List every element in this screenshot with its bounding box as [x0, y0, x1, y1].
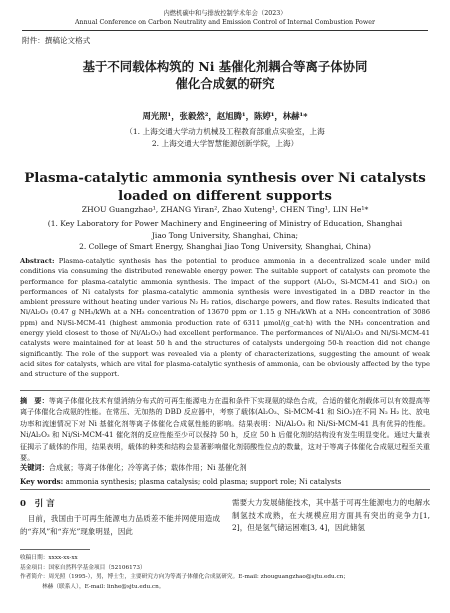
running-head-english: Annual Conference on Carbon Neutrality and Emission Control of Internal Combustion Power [75, 18, 375, 26]
english-affiliation-3: 2. College of Smart Energy, Shanghai Jiao Tong University, Shanghai, China) [79, 242, 371, 252]
footnote-funding: 基金项目：国家自然科学基金项目（52106173） [20, 564, 146, 571]
chinese-affiliation-1: （1. 上海交通大学动力机械及工程教育部重点实验室，上海 [125, 127, 325, 136]
english-keywords-text: ammonia synthesis; plasma catalysis; cold plasma; support role; Ni catalysts [65, 477, 342, 486]
english-authors: ZHOU Guangzhao¹, ZHANG Yiran², Zhao Xuteng¹, CHEN Ting¹, LIN He¹* [81, 205, 369, 214]
chinese-abstract-text: 等离子体催化技术有望消纳分布式的可再生能源电力在温和条件下实现氨的绿色合成，合适的催化剂载体可以有效提高等离子体催化合成氨的性能。在常压、无加热的 DBD 反应器中，考察了载体(Al₂O₃、Si-MCM-41 和 SiO₂)在不同 N₂ H₂ 比、放电功率和流速情况下对 Ni 基催化剂等离子体催化合成氨性能的影响。结果表明：Ni/Al₂O₃ 和 Ni/Si-MCM-41 具有优异的性能。Ni/Al₂O₃ 和 Ni/Si-MCM-41 催化剂的反应性能至少可以保持 50 h，反应 50 h 后催化剂的结构没有发生明显变化。通过大量表征揭示了载体的作用，结果表明，载体的种类和结构会显著影响催化剂弱酸性位点的数量，这对于等离子体催化合成氨过程至关重要。 [20, 396, 430, 463]
chinese-abstract-label: 摘 要： [20, 396, 49, 405]
attachment-label: 附件：撰稿论文格式 [22, 36, 91, 45]
english-affiliation-1: (1. Key Laboratory for Power Machinery and Engineering of Ministry of Education, Shanghai [47, 219, 403, 228]
english-affiliation-2: Jiao Tong University, Shanghai, China; [151, 230, 299, 240]
chinese-title [0, 58, 450, 92]
footnote-divider [20, 549, 90, 550]
english-title [0, 170, 450, 205]
chinese-affiliations [0, 126, 450, 151]
keywords-divider [20, 489, 430, 490]
introduction-text-left: 目前，我国由于可再生能源电力品质差不能并网使用造成的“弃风”和“弃光”现象明显，因此 [20, 514, 220, 536]
english-abstract [20, 256, 430, 380]
chinese-keywords-text: 合成氨；等离子体催化；冷等离子体；载体作用；Ni 基催化剂 [48, 463, 247, 472]
english-affiliations [34, 218, 416, 253]
body-column-left [20, 497, 220, 538]
footnote-received-date: 收稿日期：xxxx-xx-xx [20, 555, 78, 561]
chinese-affiliation-2: 2. 上海交通大学智慧能源创新学院，上海） [151, 139, 299, 149]
footnote-contact: 林赫（联系人），E-mail: linhe@sjtu.edu.cn。 [42, 583, 165, 590]
footnotes [20, 554, 430, 592]
abstract-divider [20, 390, 430, 391]
chinese-title-line-1: 基于不同载体构筑的 Ni 基催化剂耦合等离子体协同 [82, 59, 368, 74]
header-divider [22, 30, 428, 31]
running-head [0, 10, 450, 27]
introduction-text-right: 需要大力发展储能技术，其中基于可再生能源电力的电解水制氢技术成熟，在大规模应用方面具有突出的竞争力[1, 2]，但是氢气储运困难[3, 4]，因此储氢 [232, 498, 430, 532]
english-keywords [20, 477, 430, 486]
body-column-right [232, 497, 430, 535]
chinese-title-line-2: 催化合成氨的研究 [175, 76, 275, 91]
english-title-line-2: loaded on different supports [118, 187, 332, 204]
footnote-author-bio: 作者简介：周光照（1995-），男，博士生，主要研究方向为等离子体催化合成氨研究。E-mail: zhouguangzhao@sjtu.edu.cn； [20, 574, 349, 581]
abstract-label: Abstract: [20, 257, 55, 265]
running-head-chinese: 内燃机碳中和与排放控制学术年会（2023） [163, 10, 287, 17]
chinese-authors: 周光照¹，张毅然²，赵旭腾¹，陈婷¹，林赫¹* [142, 111, 308, 121]
english-keywords-label: Key words: [20, 477, 64, 486]
chinese-keywords [20, 463, 430, 473]
chinese-abstract [20, 395, 430, 463]
chinese-keywords-label: 关键词： [20, 463, 49, 472]
section-heading-introduction: 0 引 言 [20, 499, 55, 509]
english-title-line-1: Plasma-catalytic ammonia synthesis over Ni catalysts [24, 170, 426, 186]
abstract-text: Plasma-catalytic synthesis has the potential to produce ammonia in a decentralized scale under mild conditions via consuming the distributed renewable energy power. The suitable support of catalysts can promote the performance for plasma-catalytic ammonia synthesis. The impact of the support (Al₂O₃, Si-MCM-41 and SiO₂) on performances of Ni catalysts for plasma-catalytic ammonia synthesis were investigated in a DBD reactor in the ambient pressure without heating under various N₂ H₂ ratios, discharge powers, and flow rates. Results indicated that Ni/Al₂O₃ (0.47 g NH₃/kWh at a NH₃ concentration of 13670 ppm or 1.15 g NH₃/kWh at a NH₃ concentration of 3086 ppm) and Ni/Si-MCM-41 (highest ammonia production rate of 6311 μmol/(g_cat·h) with the NH₃ concentration and energy yield closest to those of Ni/Al₂O₃) had excellent performance. The performances of Ni/Al₂O₃ and Ni/Si-MCM-41 catalysts were maintained for at least 50 h and the structures of catalysts undergoing 50-h reaction did not change significantly. The role of the support was revealed via a plenty of characterizations, suggesting the amount of weak acid sites for catalysts, which are vital for plasma-catalytic synthesis of ammonia, can be obviously affected by the type and structure of the support. [20, 257, 430, 379]
